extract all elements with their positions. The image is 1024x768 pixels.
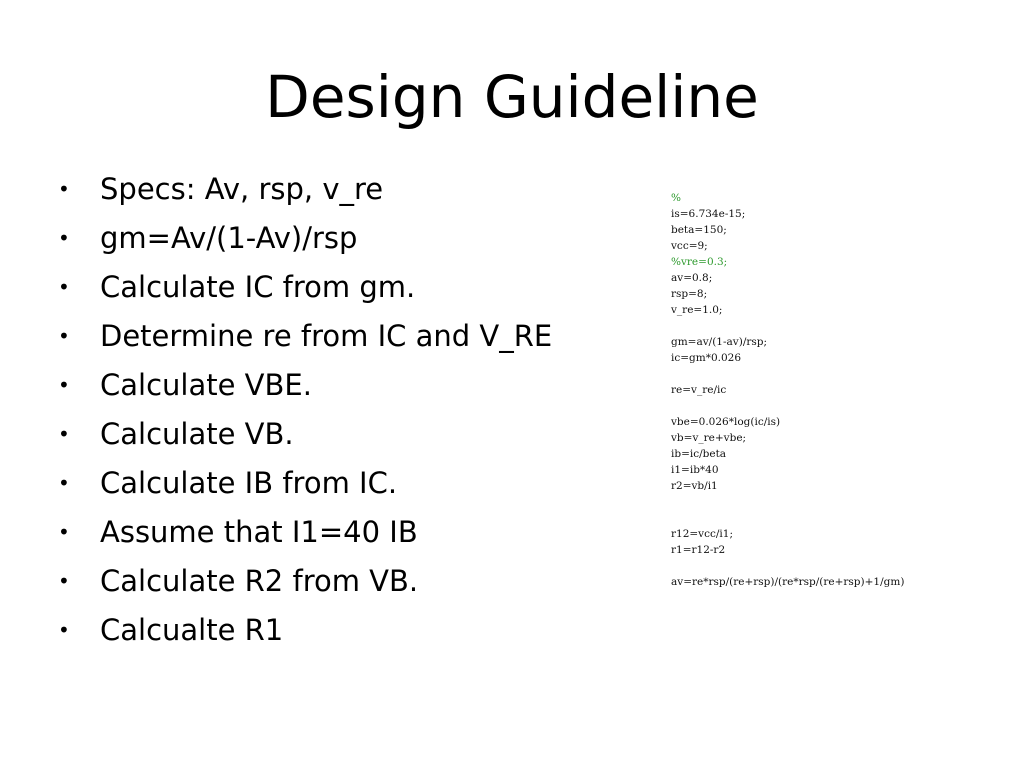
- bullet-icon: •: [58, 618, 70, 642]
- bullet-icon: •: [58, 520, 70, 544]
- code-line: vcc=9;: [671, 240, 708, 252]
- slide-title: Design Guideline: [265, 63, 759, 131]
- code-line: ib=ic/beta: [671, 448, 727, 460]
- code-line: vb=v_re+vbe;: [671, 432, 747, 444]
- bullet-icon: •: [58, 275, 70, 299]
- code-line: [671, 558, 904, 574]
- code-line: is=6.734e-15;: [671, 208, 746, 220]
- bullet-text: Calcualte R1: [100, 613, 284, 647]
- bullet-icon: •: [58, 373, 70, 397]
- code-line: i1=ib*40: [671, 464, 719, 476]
- bullet-text: gm=Av/(1-Av)/rsp: [100, 221, 358, 255]
- bullet-text: Specs: Av, rsp, v_re: [100, 172, 384, 206]
- code-line: [671, 510, 904, 526]
- code-line: vbe=0.026*log(ic/is): [671, 416, 781, 428]
- code-line: rsp=8;: [671, 288, 708, 300]
- code-line: r12=vcc/i1;: [671, 528, 733, 540]
- code-line: r1=r12-r2: [671, 544, 726, 556]
- code-line: [671, 366, 904, 382]
- bullet-icon: •: [58, 471, 70, 495]
- bullet-icon: •: [58, 324, 70, 348]
- code-line: ic=gm*0.026: [671, 352, 742, 364]
- bullet-text: Calculate IC from gm.: [100, 270, 416, 304]
- bullet-text: Calculate VB.: [100, 417, 294, 451]
- bullet-icon: •: [58, 569, 70, 593]
- bullet-text: Calculate R2 from VB.: [100, 564, 419, 598]
- bullet-text: Calculate IB from IC.: [100, 466, 398, 500]
- code-line: re=v_re/ic: [671, 384, 727, 396]
- bullet-text: Calculate VBE.: [100, 368, 312, 402]
- bullet-icon: •: [58, 177, 70, 201]
- code-line: av=re*rsp/(re+rsp)/(re*rsp/(re+rsp)+1/gm): [671, 576, 905, 588]
- code-comment-line: %: [671, 192, 681, 204]
- code-line: r2=vb/i1: [671, 480, 718, 492]
- bullet-text: Assume that I1=40 IB: [100, 515, 418, 549]
- code-line: gm=av/(1-av)/rsp;: [671, 336, 768, 348]
- bullet-icon: •: [58, 226, 70, 250]
- bullet-text: Determine re from IC and V_RE: [100, 319, 553, 353]
- code-line: v_re=1.0;: [671, 304, 723, 316]
- code-line: [671, 318, 904, 334]
- code-line: av=0.8;: [671, 272, 713, 284]
- code-line: [671, 398, 904, 414]
- code-comment-line: %vre=0.3;: [671, 256, 728, 268]
- code-line: beta=150;: [671, 224, 727, 236]
- code-line: [671, 494, 904, 510]
- code-listing: [671, 190, 904, 590]
- bullet-icon: •: [58, 422, 70, 446]
